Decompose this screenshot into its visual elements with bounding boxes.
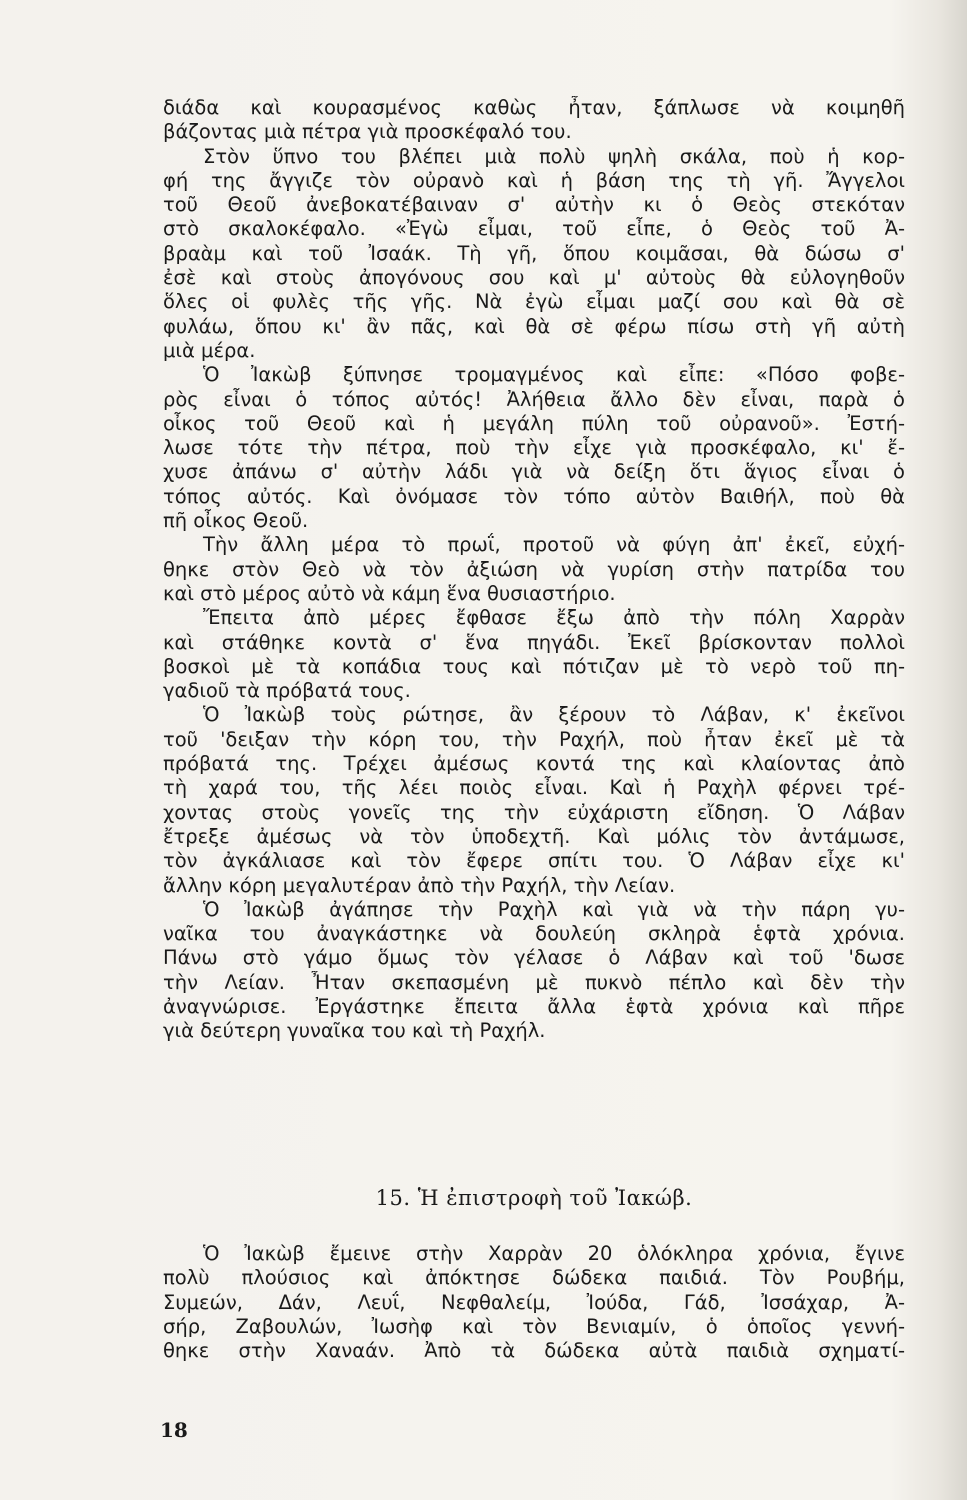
text-line: φή της ἄγγιζε τὸν οὐρανὸ καὶ ἡ βάση της τὴ γῆ. Ἄγγελοι	[163, 168, 905, 192]
text-line: διάδα καὶ κουρασμένος καθὼς ἦταν, ξάπλωσε νὰ κοιμηθῆ	[163, 96, 905, 119]
text-line: βοσκοὶ μὲ τὰ κοπάδια τους καὶ πότιζαν μὲ τὸ νερὸ τοῦ πη-	[163, 654, 905, 678]
text-line: Συμεών, Δάν, Λευΐ, Νεφθαλείμ, Ἰούδα, Γάδ, Ἰσσάχαρ, Ἀ-	[163, 1290, 905, 1314]
text-line: ρὸς εἶναι ὁ τόπος αὐτός! Ἀλήθεια ἄλλο δὲν εἶναι, παρὰ ὁ	[163, 387, 905, 411]
text-line: θηκε στὴν Χαναάν. Ἀπὸ τὰ δώδεκα αὐτὰ παιδιὰ σχηματί-	[163, 1339, 905, 1363]
text-line: καὶ στάθηκε κοντὰ σ' ἕνα πηγάδι. Ἐκεῖ βρίσκονταν πολλοὶ	[163, 630, 905, 654]
text-line: τὴν Λείαν. Ἦταν σκεπασμένη μὲ πυκνὸ πέπλο καὶ δὲν τὴν	[163, 970, 905, 994]
text-line: Ὁ Ἰακὼβ ἔμεινε στὴν Χαρρὰν 20 ὁλόκληρα χρόνια, ἔγινε	[203, 1242, 905, 1265]
page-number: 18	[160, 1418, 188, 1442]
text-line: Τὴν ἄλλη μέρα τὸ πρωΐ, προτοῦ νὰ φύγη ἀπ' ἐκεῖ, εὐχή-	[203, 533, 905, 557]
text-line: μιὰ μέρα.	[163, 338, 256, 362]
text-line: στὸ σκαλοκέφαλο. «Ἐγὼ εἶμαι, τοῦ εἶπε, ὁ Θεὸς τοῦ Ἀ-	[163, 217, 905, 241]
text-line: πῆ οἶκος Θεοῦ.	[163, 509, 309, 533]
text-line: πολὺ πλούσιος καὶ ἀπόκτησε δώδεκα παιδιά. Τὸν Ρουβήμ,	[163, 1266, 905, 1290]
text-line: Στὸν ὕπνο του βλέπει μιὰ πολὺ ψηλὴ σκάλα, ποὺ ἡ κορ-	[203, 144, 905, 168]
text-line: τὸν ἀγκάλιασε καὶ τὸν ἔφερε σπίτι του. Ὁ Λάβαν εἶχε κι'	[163, 849, 905, 873]
text-line: Ὁ Ἰακὼβ ξύπνησε τρομαγμένος καὶ εἶπε: «Πόσο φοβε-	[203, 363, 905, 387]
section-heading: 15. Ἡ ἐπιστροφὴ τοῦ Ἰακώβ.	[375, 1186, 693, 1210]
text-line: τόπος αὐτός. Καὶ ὀνόμασε τὸν τόπο αὐτὸν Βαιθήλ, ποὺ θὰ	[163, 484, 905, 508]
text-line: Ὁ Ἰακὼβ τοὺς ρώτησε, ἂν ξέρουν τὸ Λάβαν, κ' ἐκεῖνοι	[203, 703, 905, 727]
text-line: πρόβατά της. Τρέχει ἀμέσως κοντά της καὶ κλαίοντας ἀπὸ	[163, 752, 905, 776]
text-line: λωσε τότε τὴν πέτρα, ποὺ τὴν εἶχε γιὰ προσκέφαλο, κι' ἔ-	[163, 436, 905, 460]
main-text-block	[163, 96, 905, 1044]
section-text-block	[163, 1242, 905, 1363]
text-line: γιὰ δεύτερη γυναῖκα του καὶ τὴ Ραχήλ.	[163, 1019, 546, 1043]
text-line: ἐσὲ καὶ στοὺς ἀπογόνους σου καὶ μ' αὐτοὺς θὰ εὐλογηθοῦν	[163, 266, 905, 290]
text-line: Πάνω στὸ γάμο ὅμως τὸν γέλασε ὁ Λάβαν καὶ τοῦ 'δωσε	[163, 946, 905, 970]
text-line: τοῦ 'δειξαν τὴν κόρη του, τὴν Ραχήλ, ποὺ ἦταν ἐκεῖ μὲ τὰ	[163, 727, 905, 751]
text-line: φυλάω, ὅπου κι' ἂν πᾶς, καὶ θὰ σὲ φέρω πίσω στὴ γῆ αὐτὴ	[163, 314, 905, 338]
text-line: οἶκος τοῦ Θεοῦ καὶ ἡ μεγάλη πύλη τοῦ οὐρανοῦ». Ἐστή-	[163, 411, 905, 435]
text-line: ἀναγνώρισε. Ἐργάστηκε ἔπειτα ἄλλα ἑφτὰ χρόνια καὶ πῆρε	[163, 994, 905, 1018]
text-line: ἔτρεξε ἀμέσως νὰ τὸν ὑποδεχτῆ. Καὶ μόλις τὸν ἀντάμωσε,	[163, 824, 905, 848]
text-line: ναῖκα του ἀναγκάστηκε νὰ δουλεύη σκληρὰ ἑφτὰ χρόνια.	[163, 922, 905, 946]
text-line: βάζοντας μιὰ πέτρα γιὰ προσκέφαλό του.	[163, 120, 572, 144]
text-line: σήρ, Ζαβουλών, Ἰωσὴφ καὶ τὸν Βενιαμίν, ὁ ὁποῖος γεννή-	[163, 1314, 905, 1338]
text-line: τοῦ Θεοῦ ἀνεβοκατέβαιναν σ' αὐτὴν κι ὁ Θεὸς στεκόταν	[163, 193, 905, 217]
text-line: καὶ στὸ μέρος αὐτὸ νὰ κάμη ἕνα θυσιαστήριο.	[163, 581, 616, 605]
text-line: Ἔπειτα ἀπὸ μέρες ἔφθασε ἔξω ἀπὸ τὴν πόλη Χαρρὰν	[203, 606, 905, 630]
text-line: Ὁ Ἰακὼβ ἀγάπησε τὴν Ραχὴλ καὶ γιὰ νὰ τὴν πάρη γυ-	[203, 897, 905, 921]
text-line: ὅλες οἱ φυλὲς τῆς γῆς. Νὰ ἐγὼ εἶμαι μαζί σου καὶ θὰ σὲ	[163, 290, 905, 314]
text-line: θηκε στὸν Θεὸ νὰ τὸν ἀξιώση νὰ γυρίση στὴν πατρίδα του	[163, 557, 905, 581]
text-line: ἄλλην κόρη μεγαλυτέραν ἀπὸ τὴν Ραχήλ, τὴν Λείαν.	[163, 873, 676, 897]
text-line: γαδιοῦ τὰ πρόβατά τους.	[163, 679, 411, 703]
text-line: τὴ χαρά του, τῆς λέει ποιὸς εἶναι. Καὶ ἡ Ραχὴλ φέρνει τρέ-	[163, 776, 905, 800]
text-line: χυσε ἀπάνω σ' αὐτὴν λάδι γιὰ νὰ δείξη ὅτι ἅγιος εἶναι ὁ	[163, 460, 905, 484]
text-line: βραὰμ καὶ τοῦ Ἰσαάκ. Τὴ γῆ, ὅπου κοιμᾶσαι, θὰ δώσω σ'	[163, 241, 905, 265]
text-line: χοντας στοὺς γονεῖς της τὴν εὐχάριστη εἴδηση. Ὁ Λάβαν	[163, 800, 905, 824]
